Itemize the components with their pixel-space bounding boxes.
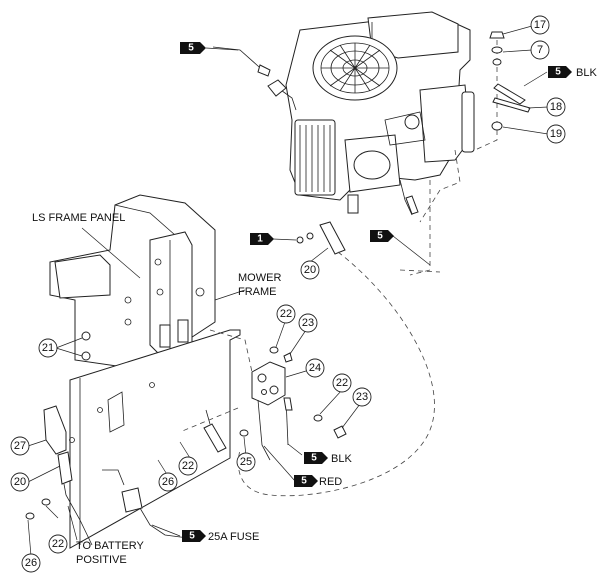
- callout-26-bottom: [22, 554, 40, 572]
- badge-5-blk: [304, 452, 352, 465]
- svg-text:24: 24: [308, 362, 322, 374]
- svg-text:22: 22: [51, 538, 65, 550]
- svg-text:21: 21: [41, 342, 55, 354]
- svg-text:BLK: BLK: [331, 453, 352, 465]
- svg-text:27: 27: [13, 440, 27, 452]
- callout-24: [306, 359, 324, 377]
- svg-text:20: 20: [303, 264, 317, 276]
- svg-text:22: 22: [335, 377, 349, 389]
- svg-text:5: 5: [377, 230, 383, 242]
- svg-text:26: 26: [161, 476, 175, 488]
- callout-22-top: [277, 305, 295, 323]
- callout-22-bottom: [49, 535, 67, 553]
- badge-1: [250, 233, 274, 245]
- callout-22-right: [333, 374, 351, 392]
- svg-text:5: 5: [189, 530, 195, 542]
- svg-text:25A FUSE: 25A FUSE: [208, 531, 260, 543]
- svg-text:RED: RED: [319, 476, 343, 488]
- svg-text:5: 5: [555, 66, 561, 78]
- callout-27: [11, 437, 29, 455]
- svg-text:22: 22: [279, 308, 293, 320]
- svg-text:5: 5: [301, 475, 307, 487]
- engine-hardware: [475, 32, 530, 150]
- svg-text:26: 26: [24, 557, 38, 569]
- callout-25: [237, 453, 255, 471]
- badge-5-fuse: [182, 530, 259, 543]
- label-battery-2: POSITIVE: [76, 554, 127, 566]
- callout-17: [531, 16, 549, 34]
- badge-5-blk-top: [548, 66, 597, 79]
- svg-text:22: 22: [181, 460, 195, 472]
- badge-5-mid: [370, 230, 394, 242]
- callout-21: [39, 339, 57, 357]
- svg-text:20: 20: [13, 476, 27, 488]
- callout-19: [547, 125, 565, 143]
- label-battery-1: TO BATTERY: [76, 540, 144, 552]
- callout-18: [547, 98, 565, 116]
- callout-22-mid: [179, 457, 197, 475]
- callout-26-mid: [159, 473, 177, 491]
- badge-5-red: [294, 475, 342, 488]
- callout-23-top: [299, 314, 317, 332]
- callout-20-lower: [11, 473, 29, 491]
- engine-drawing: [213, 12, 474, 215]
- svg-text:23: 23: [355, 391, 369, 403]
- callout-23-right: [353, 388, 371, 406]
- svg-text:7: 7: [536, 44, 544, 56]
- label-mower-frame-2: FRAME: [238, 286, 277, 298]
- svg-text:17: 17: [533, 19, 547, 31]
- callout-20-engine: [301, 261, 319, 279]
- label-ls-frame-panel: LS FRAME PANEL: [32, 212, 126, 224]
- svg-text:23: 23: [301, 317, 315, 329]
- svg-text:5: 5: [188, 42, 194, 54]
- svg-text:25: 25: [239, 456, 253, 468]
- svg-text:19: 19: [549, 128, 563, 140]
- badge-5-top-left: [180, 42, 206, 54]
- svg-text:BLK: BLK: [576, 67, 597, 79]
- label-mower-frame-1: MOWER: [238, 272, 282, 284]
- svg-text:1: 1: [257, 233, 263, 245]
- frame-panel-drawing: [50, 195, 240, 548]
- svg-text:18: 18: [549, 101, 563, 113]
- callout-7: [531, 41, 549, 59]
- svg-text:5: 5: [311, 452, 317, 464]
